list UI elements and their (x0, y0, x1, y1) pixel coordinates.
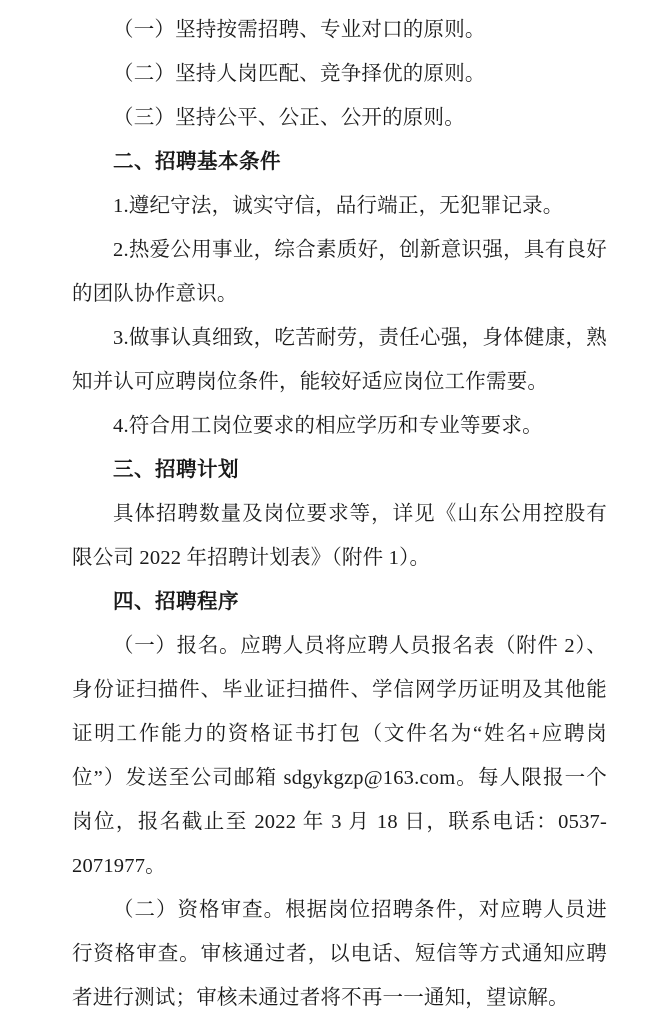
paragraph-condition-1: 1.遵纪守法，诚实守信，品行端正，无犯罪记录。 (113, 195, 564, 217)
section-heading-recruitment-plan: 三、招聘计划 (113, 459, 239, 481)
paragraph-recruitment-plan-detail: 具体招聘数量及岗位要求等，详见《山东公用控股有限公司 2022 年招聘计划表》（附件 1）。 (72, 503, 607, 569)
paragraph-condition-4: 4.符合用工岗位要求的相应学历和专业等要求。 (113, 415, 543, 437)
paragraph-condition-3: 3.做事认真细致，吃苦耐劳，责任心强，身体健康，熟知并认可应聘岗位条件，能较好适应岗位工作需要。 (72, 327, 607, 393)
section-heading-recruitment-procedure: 四、招聘程序 (113, 591, 239, 613)
paragraph-principle-3: （三）坚持公平、公正、公开的原则。 (113, 107, 465, 129)
paragraph-procedure-qualification-review: （二）资格审查。根据岗位招聘条件，对应聘人员进行资格审查。审核通过者，以电话、短信等方式通知应聘者进行测试；审核未通过者将不再一一通知，望谅解。 (72, 899, 607, 1009)
paragraph-principle-2: （二）坚持人岗匹配、竞争择优的原则。 (113, 63, 486, 85)
paragraph-principle-1: （一）坚持按需招聘、专业对口的原则。 (113, 19, 486, 41)
paragraph-procedure-registration: （一）报名。应聘人员将应聘人员报名表（附件 2）、身份证扫描件、毕业证扫描件、学信网学历证明及其他能证明工作能力的资格证书打包（文件名为“姓名+应聘岗位”）发送至公司邮箱 sdgykgzp@163.com。每人限报一个岗位，报名截止至 2022 年 3 月 18 日，联系电话：0537-2071977。 (72, 635, 607, 877)
paragraph-condition-2: 2.热爱公用事业，综合素质好，创新意识强，具有良好的团队协作意识。 (72, 239, 607, 305)
section-heading-basic-conditions: 二、招聘基本条件 (113, 151, 281, 173)
